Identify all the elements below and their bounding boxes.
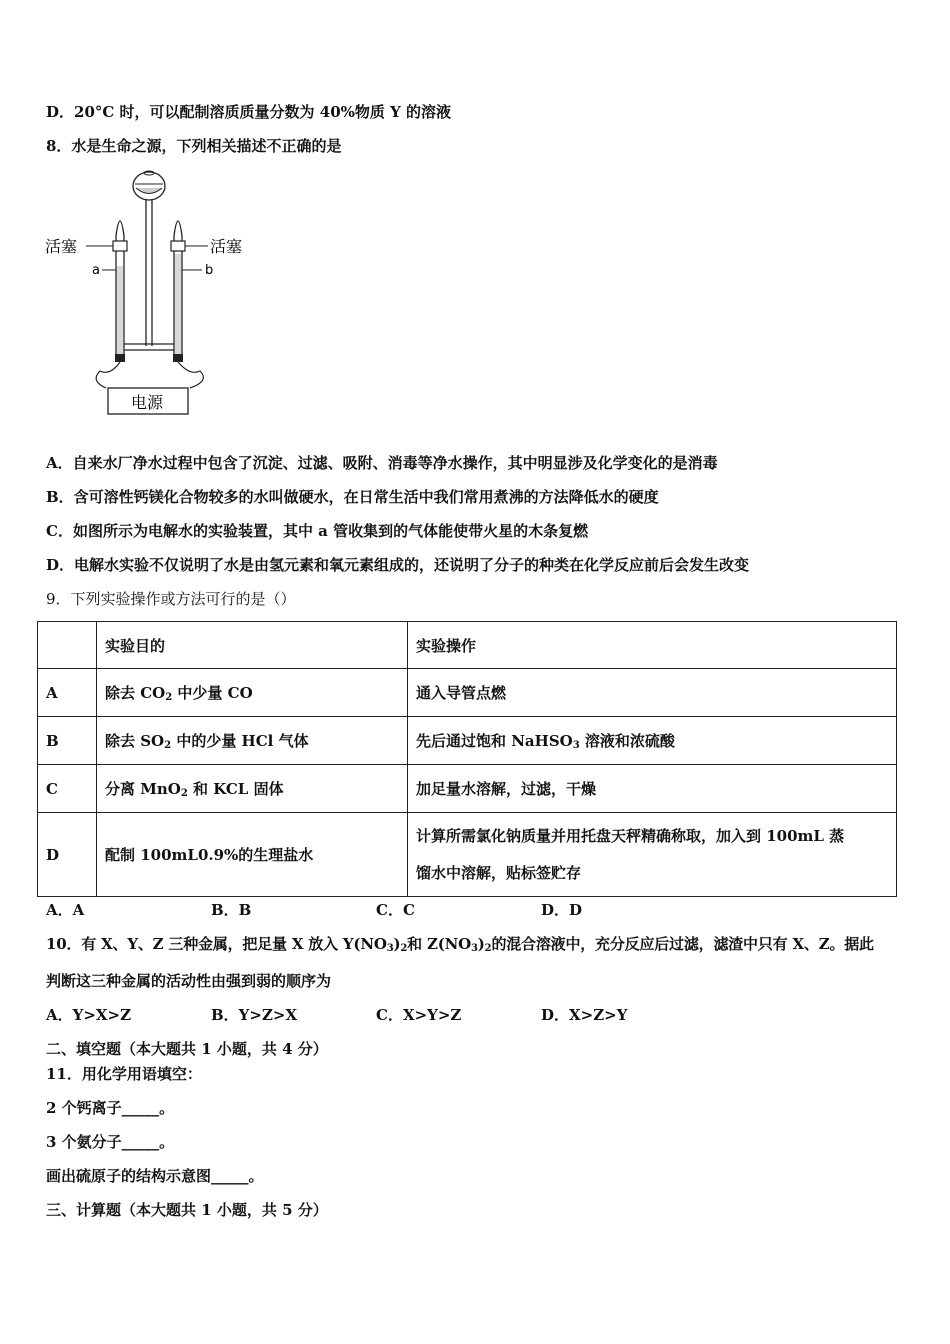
right-valve-label: 活塞 <box>210 237 243 256</box>
row-purpose: 除去 $CO_2$ 中少量 CO <box>97 669 408 717</box>
left-valve-label: 活塞 <box>45 237 78 256</box>
header-cell-operation: 实验操作 <box>408 622 897 669</box>
row-operation: 通入导管点燃 <box>408 669 897 717</box>
table-row <box>38 765 897 813</box>
q11-item2: 3 个氨分子_____。 <box>46 1133 175 1151</box>
q8-stem: 8．水是生命之源，下列相关描述不正确的是 <box>46 137 342 155</box>
row-key: C <box>38 765 97 813</box>
row-operation: 加足量水溶解，过滤，干燥 <box>408 765 897 813</box>
row-key: A <box>38 669 97 717</box>
q9-option-a: A．A <box>46 901 85 919</box>
section2-title: 二、填空题（本大题共 1 小题，共 4 分） <box>46 1040 328 1058</box>
q10-stem-line1: 10．有 X、Y、Z 三种金属，把足量 X 放入 $Y(NO_3)_2$和 $Z(NO_3)_2$的混合溶液中，充分反应后过滤，滤渣中只有 X、Z。据此 <box>46 935 874 954</box>
header-cell-key <box>38 622 97 669</box>
tube-a-label: a <box>92 263 100 278</box>
electrolysis-apparatus-figure <box>40 166 280 426</box>
row-purpose: 配制 100mL0.9%的生理盐水 <box>97 813 408 897</box>
q8-option-b: B．含可溶性钙镁化合物较多的水叫做硬水，在日常生活中我们常用煮沸的方法降低水的硬度 <box>46 488 659 506</box>
q10-options <box>46 1005 706 1025</box>
table-row <box>38 813 897 897</box>
q10-option-d: D．X>Z>Y <box>541 1006 628 1024</box>
power-label: 电源 <box>131 393 164 412</box>
table-header-row <box>38 622 897 669</box>
q8-option-d: D．电解水实验不仅说明了水是由氢元素和氧元素组成的，还说明了分子的种类在化学反应前后会发生改变 <box>46 556 750 574</box>
row-key: B <box>38 717 97 765</box>
q9-options <box>46 900 706 920</box>
q9-option-b: B．B <box>211 901 252 919</box>
q8-option-c: C．如图所示为电解水的实验装置，其中 a 管收集到的气体能使带火星的木条复燃 <box>46 522 589 540</box>
row-key: D <box>38 813 97 897</box>
q10-option-c: C．X>Y>Z <box>376 1006 462 1024</box>
q7-option-d: D．20°C 时，可以配制溶质质量分数为 40%物质 Y 的溶液 <box>46 103 452 121</box>
q9-option-c: C．C <box>376 901 415 919</box>
q9-stem: 9．下列实验操作或方法可行的是（） <box>46 590 296 608</box>
section3-title: 三、计算题（本大题共 1 小题，共 5 分） <box>46 1201 328 1219</box>
q8-option-a: A．自来水厂净水过程中包含了沉淀、过滤、吸附、消毒等净水操作，其中明显涉及化学变化的是消毒 <box>46 454 718 472</box>
tube-b-label: b <box>205 263 214 278</box>
table-row <box>38 669 897 717</box>
q10-stem-line2: 判断这三种金属的活动性由强到弱的顺序为 <box>46 972 332 990</box>
row-operation: 先后通过饱和 NaHSO$_3$ 溶液和浓硫酸 <box>408 717 897 765</box>
table-row <box>38 717 897 765</box>
q11-stem: 11．用化学用语填空： <box>46 1065 202 1083</box>
header-cell-purpose: 实验目的 <box>97 622 408 669</box>
q11-item3: 画出硫原子的结构示意图_____。 <box>46 1167 264 1185</box>
q10-option-b: B．Y>Z>X <box>211 1006 298 1024</box>
row-purpose: 除去 $SO_2$ 中的少量 HCl 气体 <box>97 717 408 765</box>
row-operation: 计算所需氯化钠质量并用托盘天秤精确称取，加入到 100mL 蒸 馏水中溶解，贴标签贮存 <box>408 813 897 897</box>
row-purpose: 分离 MnO$_2$ 和 KCL 固体 <box>97 765 408 813</box>
q10-option-a: A．Y>X>Z <box>46 1006 132 1024</box>
q9-table <box>37 621 897 897</box>
q11-item1: 2 个钙离子_____。 <box>46 1099 175 1117</box>
q9-option-d: D．D <box>541 901 583 919</box>
